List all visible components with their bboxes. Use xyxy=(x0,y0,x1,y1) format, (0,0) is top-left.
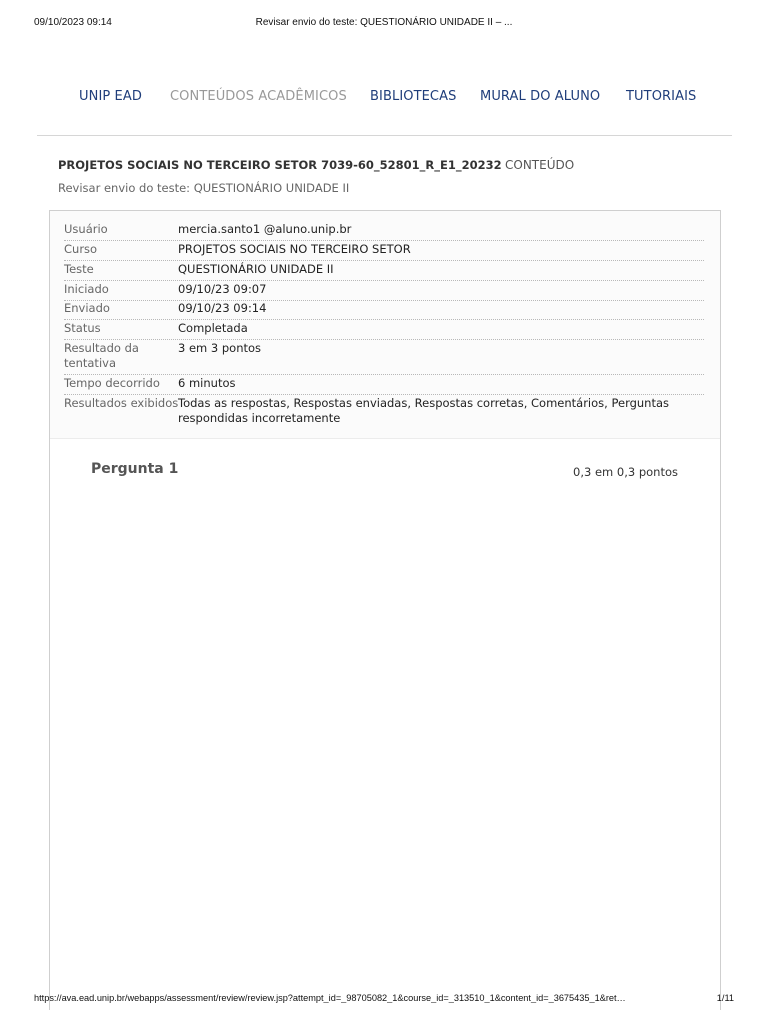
nav-bibliotecas[interactable]: BIBLIOTECAS xyxy=(370,89,457,104)
detail-row-iniciado xyxy=(64,282,704,301)
detail-row-resultado xyxy=(64,341,704,375)
detail-value: 6 minutos xyxy=(178,376,236,390)
detail-value: 3 em 3 pontos xyxy=(178,341,262,355)
print-datetime: 09/10/2023 09:14 xyxy=(34,17,112,28)
page-breadcrumb: Revisar envio do teste: QUESTIONÁRIO UNIDADE II xyxy=(58,181,350,195)
detail-row-teste xyxy=(64,262,704,281)
detail-label: Curso xyxy=(64,242,98,256)
nav-conteudos-academicos[interactable]: CONTEÚDOS ACADÊMICOS xyxy=(170,89,347,104)
detail-value: mercia.santo1 @aluno.unip.br xyxy=(178,222,352,236)
nav-unip-ead[interactable]: UNIP EAD xyxy=(79,89,142,104)
detail-label: Tempo decorrido xyxy=(64,376,160,390)
detail-value: 09/10/23 09:14 xyxy=(178,301,267,315)
content-link[interactable]: CONTEÚDO xyxy=(505,158,575,172)
detail-row-curso xyxy=(64,242,704,261)
detail-label: Status xyxy=(64,321,101,335)
print-page-title: Revisar envio do teste: QUESTIONÁRIO UNIDADE II – ... xyxy=(255,17,513,28)
detail-value: 09/10/23 09:07 xyxy=(178,282,267,296)
print-page-number: 1/11 xyxy=(716,993,734,1003)
detail-label: Teste xyxy=(64,262,94,276)
print-header xyxy=(34,17,734,31)
detail-label: Resultado da tentativa xyxy=(64,341,139,370)
review-panel xyxy=(49,210,721,1010)
detail-label: Resultados exibidos xyxy=(64,396,179,410)
detail-row-enviado xyxy=(64,301,704,320)
detail-value: QUESTIONÁRIO UNIDADE II xyxy=(178,262,334,276)
detail-label: Enviado xyxy=(64,301,110,315)
print-url: https://ava.ead.unip.br/webapps/assessment/review/review.jsp?attempt_id=_98705082_1&course_id=_313510_1&content_id=_3675435_1&ret… xyxy=(34,993,626,1003)
detail-row-tempo xyxy=(64,376,704,395)
top-navigation xyxy=(0,89,768,109)
nav-divider xyxy=(37,135,732,136)
detail-value: PROJETOS SOCIAIS NO TERCEIRO SETOR xyxy=(178,242,411,256)
detail-row-status xyxy=(64,321,704,340)
detail-row-resultados-exibidos xyxy=(64,396,704,430)
question-points: 0,3 em 0,3 pontos xyxy=(573,465,678,479)
detail-label: Usuário xyxy=(64,222,108,236)
course-title: PROJETOS SOCIAIS NO TERCEIRO SETOR 7039-60_52801_R_E1_20232 xyxy=(58,158,502,172)
detail-label: Iniciado xyxy=(64,282,109,296)
nav-mural-do-aluno[interactable]: MURAL DO ALUNO xyxy=(480,89,601,104)
question-title: Pergunta 1 xyxy=(91,461,179,477)
detail-value: Completada xyxy=(178,321,248,335)
nav-tutoriais[interactable]: TUTORIAIS xyxy=(626,89,697,104)
print-footer xyxy=(34,993,734,1007)
detail-value: Todas as respostas, Respostas enviadas, Respostas corretas, Comentários, Perguntas respondidas incorretamente xyxy=(178,396,670,425)
detail-row-usuario xyxy=(64,222,704,241)
attempt-details xyxy=(50,211,720,439)
